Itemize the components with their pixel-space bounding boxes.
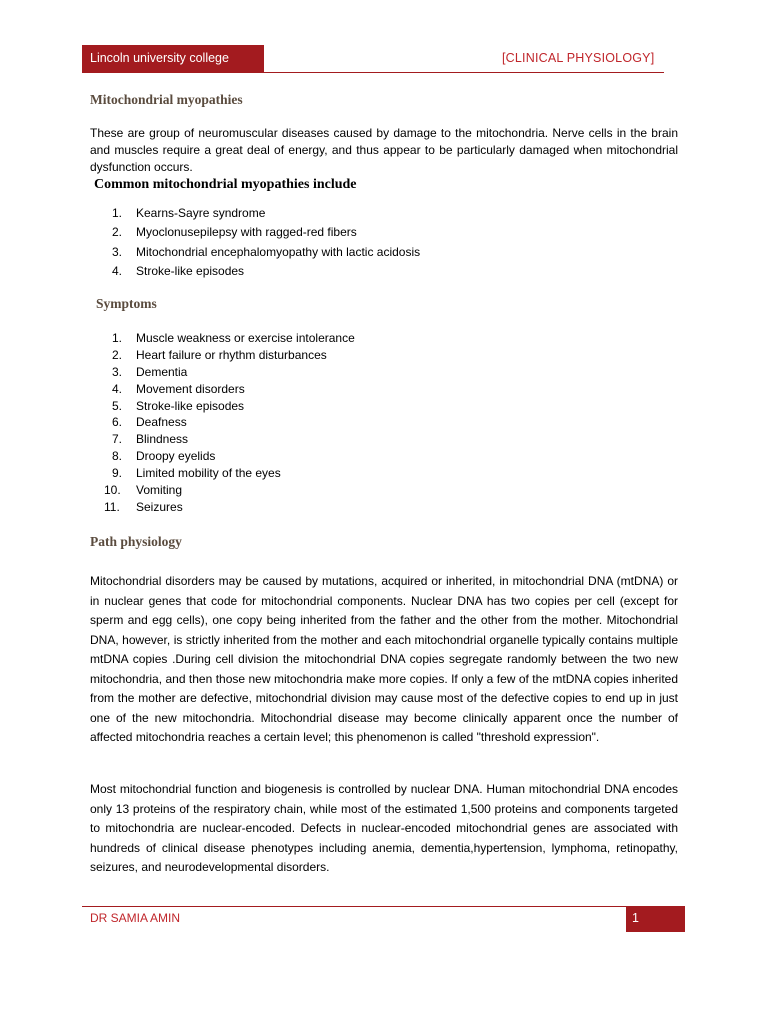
header-rule [264, 72, 664, 73]
list-item: 8. Droopy eyelids [112, 449, 216, 464]
list-item: 4. Movement disorders [112, 381, 245, 396]
page-number: 1 [632, 911, 639, 925]
footer-author: DR SAMIA AMIN [90, 911, 181, 925]
list-item: 7. Blindness [112, 432, 189, 447]
symptoms-list [90, 330, 355, 516]
section-title-myopathies: Mitochondrial myopathies [90, 92, 243, 107]
list-item: 11. Seizures [104, 499, 183, 514]
list-item: 4. Stroke-like episodes [112, 263, 245, 278]
myopathies-list [90, 204, 420, 281]
list-item: 2. Heart failure or rhythm disturbances [112, 347, 327, 362]
list-item: 6. Deafness [112, 415, 187, 430]
header-institution: Lincoln university college [90, 51, 229, 65]
list-item: 5. Stroke-like episodes [112, 398, 245, 413]
header-course-title: [CLINICAL PHYSIOLOGY] [502, 51, 655, 65]
list-item: 10. Vomiting [104, 483, 183, 498]
list-item: 3. Dementia [112, 364, 188, 379]
list-item: 2. Myoclonusepilepsy with ragged-red fibers [112, 225, 357, 240]
list-item: 1. Muscle weakness or exercise intolerance [112, 331, 355, 345]
section-title-symptoms: Symptoms [96, 296, 157, 311]
footer-rule [82, 906, 626, 907]
section-title-pathphysiology: Path physiology [90, 534, 182, 549]
intro-paragraph: These are group of neuromuscular diseases caused by damage to the mitochondria. Nerve cells in the brain and muscles require a great deal of energy, and thus appear to be particularly damaged when mitochondrial dysfunction occurs. [90, 126, 678, 174]
pathphysiology-paragraph-1: Mitochondrial disorders may be caused by mutations, acquired or inherited, in mitochondrial DNA (mtDNA) or in nuclear genes that code for mitochondrial components. Nuclear DNA has two copies per cell (except for sperm and egg cells), one copy being inherited from the father and the other from the mother. Mitochondrial DNA, however, is strictly inherited from the mother and each mitochondrial organelle typically contains multiple mtDNA copies .During cell division the mitochondrial DNA copies segregate randomly between the two new mitochondria, and then those new mitochondria make more copies. If only a few of the mtDNA copies inherited from the mother are defective, mitochondrial division may cause most of the defective copies to end up in just one of the new mitochondria. Mitochondrial disease may become clinically apparent once the number of affected mitochondria reaches a certain level; this phenomenon is called "threshold expression". [90, 574, 678, 744]
common-myopathies-heading: Common mitochondrial myopathies include [94, 177, 357, 192]
pathphysiology-paragraph-2: Most mitochondrial function and biogenesis is controlled by nuclear DNA. Human mitochondrial DNA encodes only 13 proteins of the respiratory chain, while most of the estimated 1,500 proteins and components targeted to mitochondria are nuclear-encoded. Defects in nuclear-encoded mitochondrial genes are associated with hundreds of clinical disease phenotypes including anemia, dementia,hypertension, lymphoma, retinopathy, seizures, and neurodevelopmental disorders. [90, 782, 678, 874]
list-item: 3. Mitochondrial encephalomyopathy with lactic acidosis [112, 244, 421, 259]
list-item: 1. Kearns-Sayre syndrome [112, 206, 266, 220]
list-item: 9. Limited mobility of the eyes [112, 466, 281, 481]
